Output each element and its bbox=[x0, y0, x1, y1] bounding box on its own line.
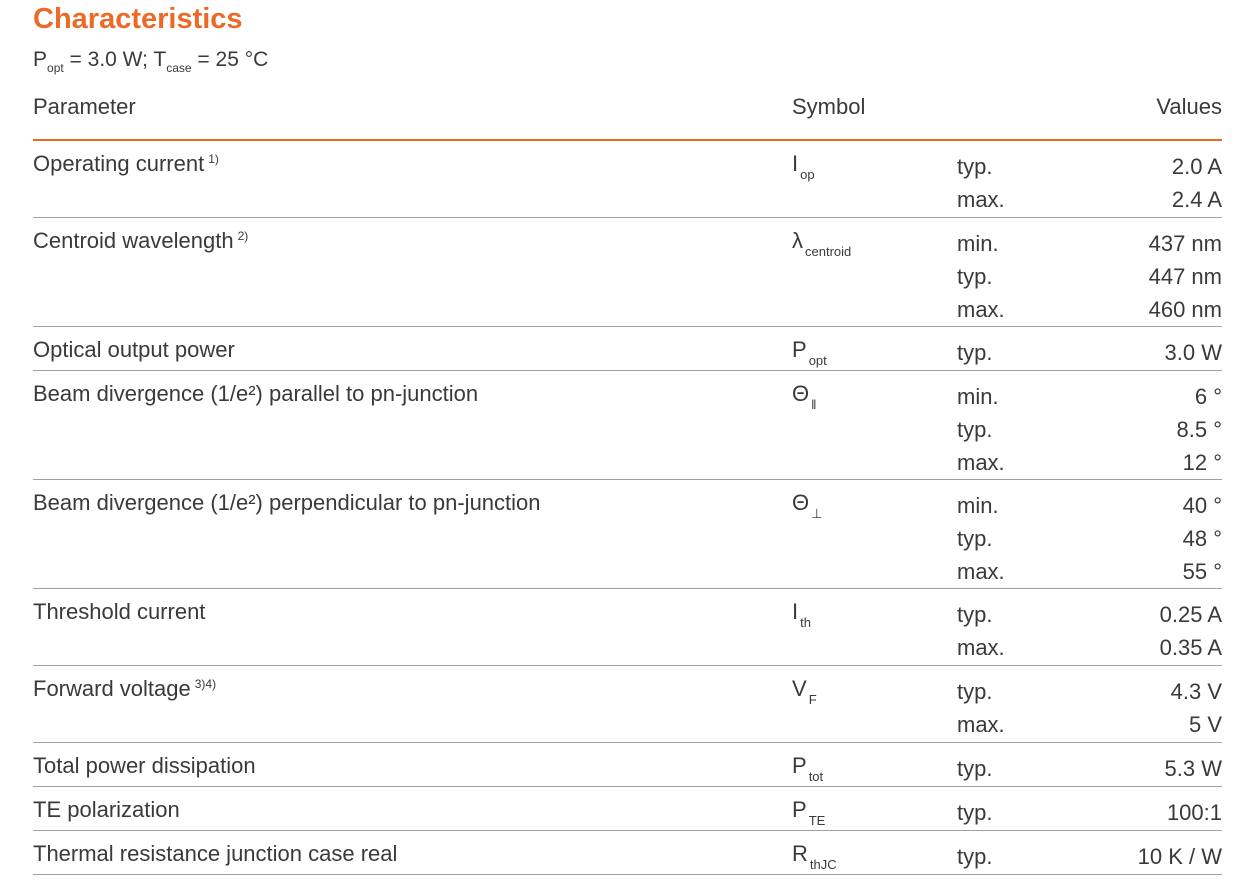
value-cell bbox=[1183, 489, 1222, 588]
qualifier: typ. bbox=[957, 526, 993, 551]
value: 2.4 A bbox=[1171, 187, 1222, 212]
value: 3.0 W bbox=[1164, 340, 1222, 365]
symbol-main: P bbox=[792, 753, 807, 778]
parameter-name: Forward voltage bbox=[33, 676, 191, 701]
qualifier: min. bbox=[957, 231, 999, 256]
symbol-cell bbox=[792, 227, 851, 258]
qualifier: max. bbox=[957, 297, 1005, 322]
qualifier: typ. bbox=[957, 800, 993, 825]
symbol-main: λ bbox=[792, 228, 803, 253]
qualifier: typ. bbox=[957, 756, 993, 781]
table-header bbox=[33, 92, 1222, 122]
symbol-cell bbox=[792, 675, 817, 706]
symbol-cell bbox=[792, 336, 827, 367]
symbol-main: R bbox=[792, 841, 808, 866]
qualifier: typ. bbox=[957, 844, 993, 869]
parameter-cell bbox=[33, 380, 478, 408]
parameter-name: Threshold current bbox=[33, 599, 206, 624]
qualifier: max. bbox=[957, 187, 1005, 212]
parameter-cell bbox=[33, 150, 219, 178]
symbol-cell bbox=[792, 380, 817, 411]
qualifier-cell bbox=[957, 752, 992, 785]
qualifier-cell bbox=[957, 598, 1005, 664]
qualifier-cell bbox=[957, 675, 1005, 741]
symbol-cell bbox=[792, 752, 823, 783]
qualifier-cell bbox=[957, 150, 1005, 216]
parameter-name: Operating current bbox=[33, 151, 205, 176]
table-row bbox=[33, 371, 1222, 480]
parameter-name: TE polarization bbox=[33, 797, 180, 822]
parameter-name: Beam divergence (1/e²) parallel to pn-junction bbox=[33, 381, 479, 406]
symbol-subscript: ‖ bbox=[811, 397, 817, 412]
qualifier-cell bbox=[957, 336, 992, 369]
symbol-main: V bbox=[792, 676, 807, 701]
parameter-name: Beam divergence (1/e²) perpendicular to pn-junction bbox=[33, 490, 541, 515]
qualifier-cell bbox=[957, 796, 992, 829]
value-cell bbox=[1171, 675, 1222, 741]
table-row bbox=[33, 218, 1222, 327]
qualifier: max. bbox=[957, 635, 1005, 660]
qualifier: min. bbox=[957, 384, 999, 409]
table-row bbox=[33, 831, 1222, 875]
parameter-name: Optical output power bbox=[33, 337, 235, 362]
value: 6 ° bbox=[1194, 384, 1222, 409]
symbol-subscript: centroid bbox=[805, 244, 852, 259]
symbol-cell bbox=[792, 598, 811, 629]
value-cell bbox=[1167, 796, 1222, 829]
condition-p-subscript: opt bbox=[47, 61, 64, 75]
condition-t-subscript: case bbox=[166, 61, 192, 75]
value: 5 V bbox=[1188, 712, 1222, 737]
symbol-cell bbox=[792, 796, 825, 827]
qualifier: typ. bbox=[957, 154, 993, 179]
table-row bbox=[33, 787, 1222, 831]
value: 12 ° bbox=[1182, 450, 1222, 475]
value: 40 ° bbox=[1182, 493, 1222, 518]
symbol-subscript: ⊥ bbox=[811, 506, 823, 521]
section-title: Characteristics bbox=[33, 3, 243, 35]
header-symbol: Symbol bbox=[792, 94, 866, 119]
table-row bbox=[33, 327, 1222, 371]
symbol-subscript: opt bbox=[808, 353, 827, 368]
value-cell bbox=[1149, 227, 1222, 326]
qualifier: max. bbox=[957, 559, 1005, 584]
qualifier-cell bbox=[957, 489, 1005, 588]
symbol-subscript: thJC bbox=[809, 857, 837, 872]
symbol-subscript: F bbox=[808, 692, 817, 707]
parameter-cell bbox=[33, 840, 397, 868]
footnote-ref: 3)4) bbox=[194, 677, 217, 691]
symbol-main: Θ bbox=[792, 381, 810, 406]
table-row bbox=[33, 666, 1222, 743]
parameter-name: Total power dissipation bbox=[33, 753, 256, 778]
value-cell bbox=[1138, 840, 1222, 873]
value: 4.3 V bbox=[1170, 679, 1222, 704]
header-values: Values bbox=[1156, 94, 1222, 119]
symbol-subscript: TE bbox=[808, 813, 826, 828]
value: 0.35 A bbox=[1159, 635, 1222, 660]
symbol-cell bbox=[792, 150, 815, 181]
value-cell bbox=[1177, 380, 1223, 479]
symbol-subscript: tot bbox=[808, 769, 824, 784]
value: 8.5 ° bbox=[1176, 417, 1222, 442]
parameter-cell bbox=[33, 336, 235, 364]
table-row bbox=[33, 589, 1222, 666]
characteristics-table bbox=[33, 141, 1222, 875]
qualifier-cell bbox=[957, 380, 1005, 479]
condition-p-symbol: P bbox=[33, 48, 48, 71]
qualifier-cell bbox=[957, 840, 992, 873]
header-parameter: Parameter bbox=[33, 94, 136, 119]
symbol-cell bbox=[792, 840, 837, 871]
condition-p-value: = 3.0 W; T bbox=[63, 48, 167, 71]
parameter-cell bbox=[33, 489, 541, 517]
value-cell bbox=[1160, 598, 1222, 664]
qualifier: typ. bbox=[957, 417, 993, 442]
symbol-main: I bbox=[792, 599, 799, 624]
value: 100:1 bbox=[1166, 800, 1222, 825]
value: 0.25 A bbox=[1159, 602, 1222, 627]
value-cell bbox=[1165, 336, 1222, 369]
value: 447 nm bbox=[1148, 264, 1222, 289]
footnote-ref: 2) bbox=[237, 229, 249, 243]
value: 437 nm bbox=[1148, 231, 1222, 256]
qualifier: typ. bbox=[957, 264, 993, 289]
symbol-main: I bbox=[792, 151, 799, 176]
value-cell bbox=[1165, 752, 1222, 785]
symbol-subscript: op bbox=[800, 167, 815, 182]
value: 460 nm bbox=[1148, 297, 1222, 322]
value-cell bbox=[1172, 150, 1222, 216]
qualifier: min. bbox=[957, 493, 999, 518]
value: 2.0 A bbox=[1171, 154, 1222, 179]
footnote-ref: 1) bbox=[208, 152, 219, 166]
symbol-main: Θ bbox=[792, 490, 810, 515]
qualifier: typ. bbox=[957, 679, 993, 704]
condition-t-value: = 25 °C bbox=[191, 48, 269, 71]
parameter-cell bbox=[33, 227, 248, 255]
value: 48 ° bbox=[1182, 526, 1222, 551]
symbol-main: P bbox=[792, 797, 807, 822]
value: 55 ° bbox=[1182, 559, 1222, 584]
table-row bbox=[33, 480, 1222, 589]
table-row bbox=[33, 141, 1222, 218]
value: 5.3 W bbox=[1164, 756, 1222, 781]
parameter-cell bbox=[33, 598, 205, 626]
qualifier-cell bbox=[957, 227, 1005, 326]
test-conditions bbox=[33, 46, 268, 74]
parameter-cell bbox=[33, 752, 256, 780]
parameter-cell bbox=[33, 675, 216, 703]
qualifier: max. bbox=[957, 712, 1005, 737]
qualifier: typ. bbox=[957, 602, 993, 627]
value: 10 K / W bbox=[1137, 844, 1222, 869]
parameter-name: Thermal resistance junction case real bbox=[33, 841, 398, 866]
symbol-subscript: th bbox=[800, 615, 811, 630]
table-row bbox=[33, 743, 1222, 787]
symbol-main: P bbox=[792, 337, 807, 362]
parameter-cell bbox=[33, 796, 180, 824]
qualifier: typ. bbox=[957, 340, 993, 365]
parameter-name: Centroid wavelength bbox=[33, 228, 234, 253]
symbol-cell bbox=[792, 489, 822, 520]
qualifier: max. bbox=[957, 450, 1005, 475]
